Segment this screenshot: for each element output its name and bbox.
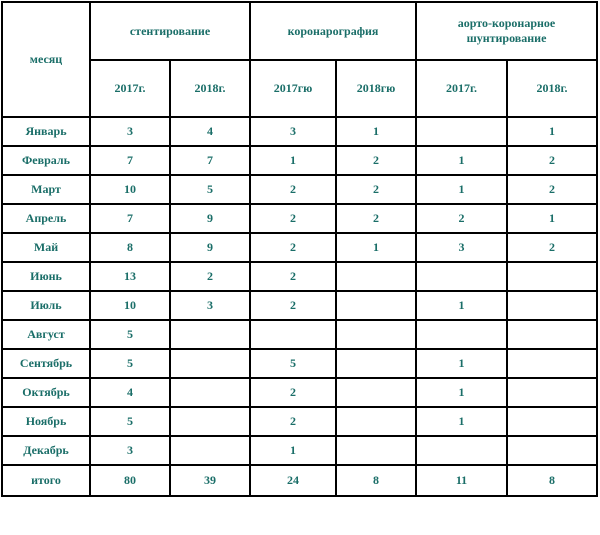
month-cell: Июнь [2, 262, 90, 291]
value-cell: 5 [90, 407, 170, 436]
value-cell: 11 [416, 465, 507, 496]
value-cell: 24 [250, 465, 336, 496]
value-cell [507, 262, 597, 291]
value-cell: 3 [90, 436, 170, 465]
month-cell: Август [2, 320, 90, 349]
value-cell: 10 [90, 175, 170, 204]
month-cell: Октябрь [2, 378, 90, 407]
value-cell: 3 [170, 291, 250, 320]
value-cell [170, 407, 250, 436]
month-cell: Июль [2, 291, 90, 320]
value-cell: 2 [336, 175, 416, 204]
year-header: 2017г. [90, 60, 170, 117]
total-row [2, 465, 597, 496]
group-header-coronarography: коронарография [250, 2, 416, 60]
value-cell: 2 [250, 204, 336, 233]
table-row [2, 233, 597, 262]
table-row [2, 204, 597, 233]
month-header: месяц [2, 2, 90, 117]
table-row [2, 175, 597, 204]
value-cell: 8 [507, 465, 597, 496]
value-cell: 4 [170, 117, 250, 146]
value-cell [170, 349, 250, 378]
table-row [2, 262, 597, 291]
value-cell: 2 [250, 291, 336, 320]
value-cell: 3 [416, 233, 507, 262]
value-cell: 2 [170, 262, 250, 291]
year-header: 2018г. [170, 60, 250, 117]
value-cell: 2 [250, 407, 336, 436]
year-header: 2018гю [336, 60, 416, 117]
value-cell: 1 [336, 233, 416, 262]
month-cell: Сентябрь [2, 349, 90, 378]
month-cell: Ноябрь [2, 407, 90, 436]
value-cell [170, 320, 250, 349]
year-header: 2017г. [416, 60, 507, 117]
value-cell: 9 [170, 233, 250, 262]
value-cell [336, 436, 416, 465]
value-cell [336, 407, 416, 436]
value-cell: 2 [416, 204, 507, 233]
value-cell: 2 [507, 175, 597, 204]
value-cell: 1 [507, 204, 597, 233]
value-cell: 1 [416, 407, 507, 436]
value-cell [507, 349, 597, 378]
value-cell [336, 262, 416, 291]
month-cell: итого [2, 465, 90, 496]
value-cell: 1 [250, 146, 336, 175]
value-cell: 1 [416, 291, 507, 320]
value-cell: 2 [507, 233, 597, 262]
value-cell [336, 320, 416, 349]
table-row [2, 378, 597, 407]
value-cell: 8 [336, 465, 416, 496]
value-cell: 2 [336, 204, 416, 233]
table-row [2, 436, 597, 465]
value-cell: 3 [250, 117, 336, 146]
value-cell: 2 [250, 175, 336, 204]
value-cell [416, 117, 507, 146]
value-cell: 2 [336, 146, 416, 175]
value-cell: 1 [416, 146, 507, 175]
value-cell: 2 [250, 233, 336, 262]
value-cell: 8 [90, 233, 170, 262]
value-cell: 1 [416, 175, 507, 204]
value-cell [170, 378, 250, 407]
value-cell: 5 [170, 175, 250, 204]
table-row [2, 349, 597, 378]
table-row [2, 291, 597, 320]
value-cell: 80 [90, 465, 170, 496]
value-cell: 1 [336, 117, 416, 146]
value-cell: 2 [507, 146, 597, 175]
value-cell: 2 [250, 262, 336, 291]
value-cell [507, 291, 597, 320]
value-cell: 3 [90, 117, 170, 146]
header-row-groups [2, 2, 597, 60]
value-cell: 1 [250, 436, 336, 465]
group-header-stenting: стентирование [90, 2, 250, 60]
value-cell [250, 320, 336, 349]
year-header: 2017гю [250, 60, 336, 117]
value-cell [416, 262, 507, 291]
value-cell [416, 436, 507, 465]
value-cell: 7 [170, 146, 250, 175]
table-row [2, 407, 597, 436]
value-cell: 5 [90, 320, 170, 349]
procedures-table [1, 1, 598, 497]
value-cell: 39 [170, 465, 250, 496]
value-cell: 2 [250, 378, 336, 407]
month-cell: Апрель [2, 204, 90, 233]
table-row [2, 146, 597, 175]
value-cell: 10 [90, 291, 170, 320]
table-row [2, 320, 597, 349]
value-cell: 1 [416, 349, 507, 378]
month-cell: Март [2, 175, 90, 204]
value-cell [336, 349, 416, 378]
value-cell [507, 436, 597, 465]
month-cell: Январь [2, 117, 90, 146]
month-cell: Февраль [2, 146, 90, 175]
value-cell [336, 378, 416, 407]
header-row-years [2, 60, 597, 117]
value-cell: 5 [90, 349, 170, 378]
value-cell: 7 [90, 146, 170, 175]
value-cell: 9 [170, 204, 250, 233]
value-cell: 1 [507, 117, 597, 146]
value-cell [507, 378, 597, 407]
value-cell: 7 [90, 204, 170, 233]
value-cell [416, 320, 507, 349]
value-cell: 5 [250, 349, 336, 378]
table-body [2, 117, 597, 496]
table-row [2, 117, 597, 146]
value-cell: 13 [90, 262, 170, 291]
year-header: 2018г. [507, 60, 597, 117]
group-header-bypass: аорто-коронарное шунтирование [416, 2, 597, 60]
value-cell [336, 291, 416, 320]
month-cell: Май [2, 233, 90, 262]
value-cell [507, 407, 597, 436]
value-cell: 4 [90, 378, 170, 407]
value-cell: 1 [416, 378, 507, 407]
month-cell: Декабрь [2, 436, 90, 465]
value-cell [170, 436, 250, 465]
value-cell [507, 320, 597, 349]
